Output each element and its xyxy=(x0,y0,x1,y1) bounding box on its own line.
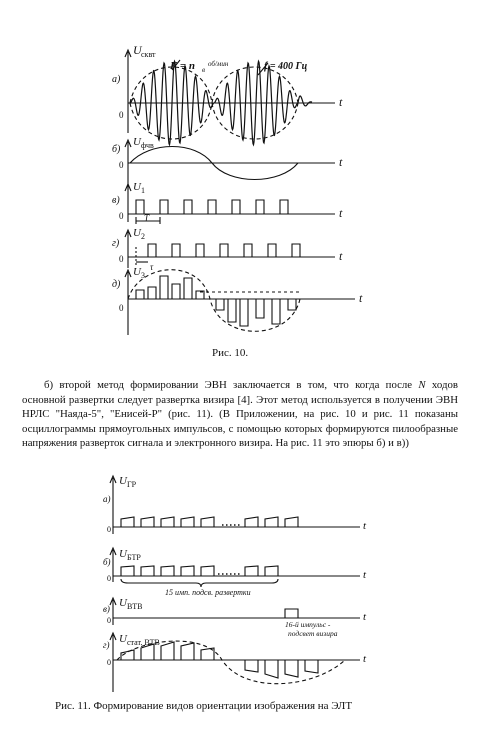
figure-11 xyxy=(0,470,479,695)
fig11-v-ysub: ВТВ xyxy=(127,602,143,611)
fig11-b-t-label: t xyxy=(363,569,367,581)
fig10-v-ysub: 1 xyxy=(141,186,145,195)
figure-10-caption: Рис. 10. xyxy=(212,347,249,359)
fig11-g-zero: 0 xyxy=(107,658,111,667)
fig10-g-t-label: t xyxy=(339,249,343,263)
fig10-g-shift-label: τ xyxy=(150,262,154,272)
fig11-b-letter: б) xyxy=(103,557,111,567)
fig10-v-period-label: T xyxy=(144,213,150,223)
fig11-v-note-line1: 16-й импульс - xyxy=(285,620,331,629)
figure-11-caption: Рис. 11. Формирование видов ориентации изображения на ЭЛТ xyxy=(55,700,353,712)
fig10-g-letter: г) xyxy=(112,238,120,249)
fig10-v-ylabel: U xyxy=(133,181,141,193)
fig10-g-zero: 0 xyxy=(119,254,124,264)
paragraph-part-1: б) второй метод формировании ЭВН заключается в том, что когда после xyxy=(44,379,419,391)
paragraph-part-2: ходов основной развертки следует развертка визира [4]. Этот метод используется в получении ЭВН НРЛС "Наяда-5", "Енисей-Р" (рис. 11). (В Приложении, на рис. 10 и рис. 11 показаны осциллограммы прямоугольных импульсов, с помощью которых формируются пилообразные напряжения разверток сигнала и электронного визира. На рис. 11 это эпюры б) и в)) xyxy=(22,379,458,450)
fig10-b-ysub: фчв xyxy=(141,141,154,150)
fig10-d-envelope xyxy=(128,270,300,332)
fig10-g-pulse-train xyxy=(128,244,305,257)
fig10-a-frequency: f = 400 Гц xyxy=(264,61,308,72)
fig10-d-ylabel: U xyxy=(133,266,141,278)
fig11-b-ysub: БТР xyxy=(127,553,141,562)
fig10-v-zero: 0 xyxy=(119,211,124,221)
fig10-a-zero: 0 xyxy=(119,110,124,120)
fig10-g-ylabel: U xyxy=(133,227,141,239)
fig10-a-formula: F = n xyxy=(170,60,196,72)
fig10-v-letter: в) xyxy=(112,195,120,206)
fig11-v-ylabel: U xyxy=(119,597,127,609)
fig10-b-zero: 0 xyxy=(119,160,124,170)
fig11-a-t-label: t xyxy=(363,520,367,532)
fig10-a-formula-frac: об/мин xyxy=(208,60,229,68)
fig10-b-t-label: t xyxy=(339,155,343,169)
fig11-a-letter: а) xyxy=(103,494,111,504)
fig10-v-pulse-train xyxy=(128,200,300,214)
fig11-b-brace-label: 15 имп. подсв. развертки xyxy=(165,588,251,597)
fig11-b-zero: 0 xyxy=(107,574,111,583)
fig10-v-t-label: t xyxy=(339,206,343,220)
fig10-d-t-label: t xyxy=(359,291,363,305)
fig10-a-ysub: сквт xyxy=(141,50,156,59)
fig10-d-ysub: 3 xyxy=(141,271,145,280)
fig11-b-pulses xyxy=(121,566,278,576)
fig10-a-letter: а) xyxy=(112,74,121,85)
fig10-a-formula-sub: в xyxy=(202,66,206,74)
fig11-a-zero: 0 xyxy=(107,525,111,534)
fig11-g-t-label: t xyxy=(363,653,367,665)
fig10-b-ylabel: U xyxy=(133,136,141,148)
fig10-d-letter: д) xyxy=(112,279,121,290)
fig11-v-letter: в) xyxy=(103,604,110,614)
fig10-a-t-label: t xyxy=(339,95,343,109)
fig10-a-ylabel: U xyxy=(133,43,142,57)
body-paragraph xyxy=(22,378,458,451)
figure-10 xyxy=(0,0,479,340)
fig11-a-ysub: ГР xyxy=(127,480,137,489)
fig10-d-modulated-pulses xyxy=(136,276,296,326)
fig11-a-ylabel: U xyxy=(119,475,127,487)
fig10-d-zero: 0 xyxy=(119,303,124,313)
fig11-g-ysub: стат. ВТВ xyxy=(127,638,160,647)
fig10-g-ysub: 2 xyxy=(141,232,145,241)
fig11-v-t-label: t xyxy=(363,611,367,623)
fig11-b-ylabel: U xyxy=(119,548,127,560)
fig11-g-ylabel: U xyxy=(119,633,127,645)
fig10-b-letter: б) xyxy=(112,144,121,155)
fig11-a-sawtooth xyxy=(121,517,298,527)
fig11-v-visor-pulse xyxy=(285,609,298,618)
fig11-v-zero: 0 xyxy=(107,616,111,625)
fig11-g-letter: г) xyxy=(103,640,110,650)
fig11-v-note-line2: подсвет визира xyxy=(288,629,338,638)
paragraph-n: N xyxy=(418,379,426,391)
fig11-b-brace xyxy=(121,579,278,587)
fig11-g-envelope xyxy=(117,641,345,684)
